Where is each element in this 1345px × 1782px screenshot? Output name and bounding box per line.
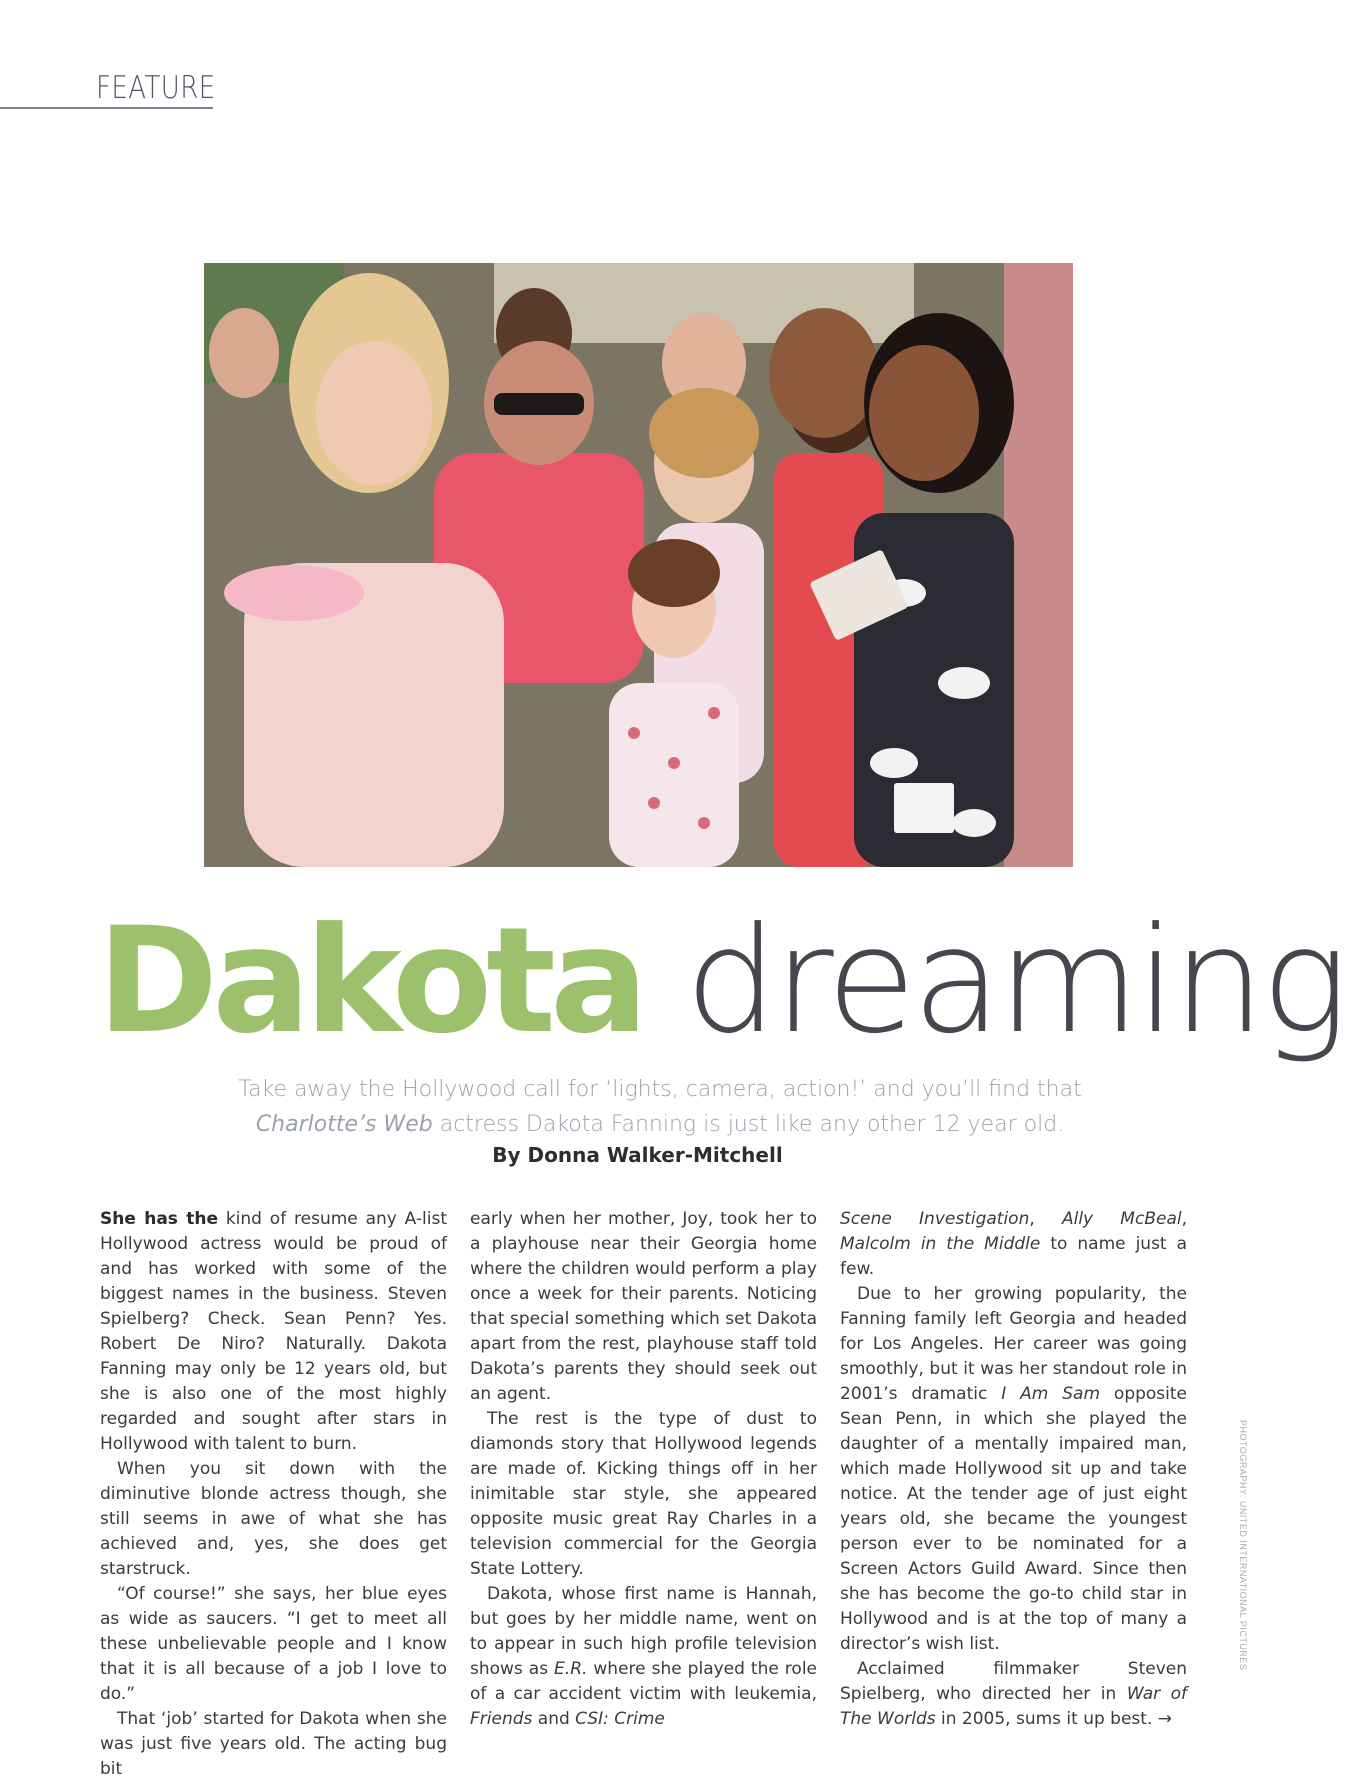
- body-paragraph: That ‘job’ started for Dakota when she was just five years old. The acting bug bit: [100, 1709, 447, 1779]
- lead-in: She has the: [100, 1209, 219, 1229]
- headline: [97, 896, 1345, 1066]
- show-title: Ally McBeal: [1061, 1209, 1182, 1229]
- show-title: CSI: Crime: [575, 1709, 665, 1729]
- body-text: ,: [1029, 1209, 1062, 1229]
- standfirst-film-title: Charlotte’s Web: [255, 1112, 433, 1137]
- show-title: E.R.: [554, 1659, 588, 1679]
- body-column-3: [840, 1207, 1187, 1732]
- body-text: where she played the role of a car accident victim with leukemia,: [470, 1659, 817, 1704]
- show-title: Scene Investigation: [840, 1209, 1030, 1229]
- body-text: in 2005, sums it up best.: [935, 1709, 1153, 1729]
- body-paragraph: [470, 1582, 817, 1732]
- body-text: kind of resume any A-list Hollywood actress would be proud of and has worked with some of the biggest names in the business. Steven Spielberg? Check. Sean Penn? Yes. Robert De Niro? Naturally. Dakota Fanning may only be 12 years old, but she is also one of the most highly regarded and sought after stars in Hollywood with talent to burn.: [100, 1209, 447, 1454]
- headline-word-1: Dakota: [97, 896, 643, 1066]
- headline-word-2: dreaming: [684, 896, 1345, 1066]
- body-text: Dakota, whose first name is Hannah, but goes by her middle name, went on to appear in such high profile television shows as: [470, 1584, 817, 1679]
- film-title: I Am Sam: [1001, 1384, 1101, 1404]
- section-rule: [0, 107, 213, 109]
- body-paragraph: [840, 1207, 1187, 1282]
- body-text: Acclaimed filmmaker Steven Spielberg, who directed her in: [840, 1659, 1187, 1704]
- show-title: Friends: [470, 1709, 533, 1729]
- photo-credit: PHOTOGRAPHY: UNITED INTERNATIONAL PICTURES: [1238, 1420, 1248, 1671]
- body-paragraph: [840, 1657, 1187, 1732]
- standfirst-line-1: Take away the Hollywood call for ‘lights, camera, action!’ and you’ll find that: [238, 1077, 1082, 1102]
- film-title: War of The Worlds: [840, 1684, 1188, 1729]
- standfirst: [150, 1072, 1170, 1142]
- continue-arrow-icon: →: [1157, 1709, 1173, 1729]
- body-column-1: [100, 1207, 447, 1782]
- body-text: Due to her growing popularity, the Fanning family left Georgia and headed for Los Angeles. Her career was going smoothly, but it was her standout role in 2001’s dramatic: [840, 1284, 1187, 1404]
- body-paragraph: [100, 1207, 447, 1457]
- body-text: and: [532, 1709, 576, 1729]
- body-text: ,: [1181, 1209, 1187, 1229]
- crowd-photo-illustration: [204, 263, 1073, 867]
- byline: By Donna Walker-Mitchell: [492, 1143, 783, 1167]
- body-text: to name just a few.: [840, 1234, 1187, 1279]
- body-text: opposite Sean Penn, in which she played the daughter of a mentally impaired man, which made Hollywood sit up and take notice. At the tender age of just eight years old, she became the youngest person ever to be nominated for a Screen Actors Guild Award. Since then she has become the go-to child star in Hollywood and is at the top of many a director’s wish list.: [840, 1384, 1188, 1654]
- feature-photo: [204, 263, 1073, 867]
- body-column-2: [470, 1207, 817, 1732]
- body-paragraph: early when her mother, Joy, took her to a playhouse near their Georgia home where the children would perform a play once a week for their parents. Noticing that special something which set Dakota apart from the rest, playhouse staff told Dakota’s parents they should seek out an agent.: [470, 1209, 817, 1404]
- body-paragraph: The rest is the type of dust to diamonds story that Hollywood legends are made of. Kicking things off in her inimitable star style, she appeared opposite music great Ray Charles in a television commercial for the Georgia State Lottery.: [470, 1409, 817, 1579]
- show-title: Malcolm in the Middle: [840, 1234, 1041, 1254]
- body-paragraph: “Of course!” she says, her blue eyes as wide as saucers. “I get to meet all these unbelievable people and I know that it is all because of a job I love to do.”: [100, 1584, 447, 1704]
- body-paragraph: [840, 1282, 1187, 1657]
- standfirst-line-2: [150, 1107, 1170, 1142]
- section-label: FEATURE: [96, 70, 216, 106]
- standfirst-line-2-rest: actress Dakota Fanning is just like any other 12 year old.: [432, 1112, 1065, 1137]
- body-paragraph: When you sit down with the diminutive blonde actress though, she still seems in awe of what she has achieved and, yes, she does get starstruck.: [100, 1459, 447, 1579]
